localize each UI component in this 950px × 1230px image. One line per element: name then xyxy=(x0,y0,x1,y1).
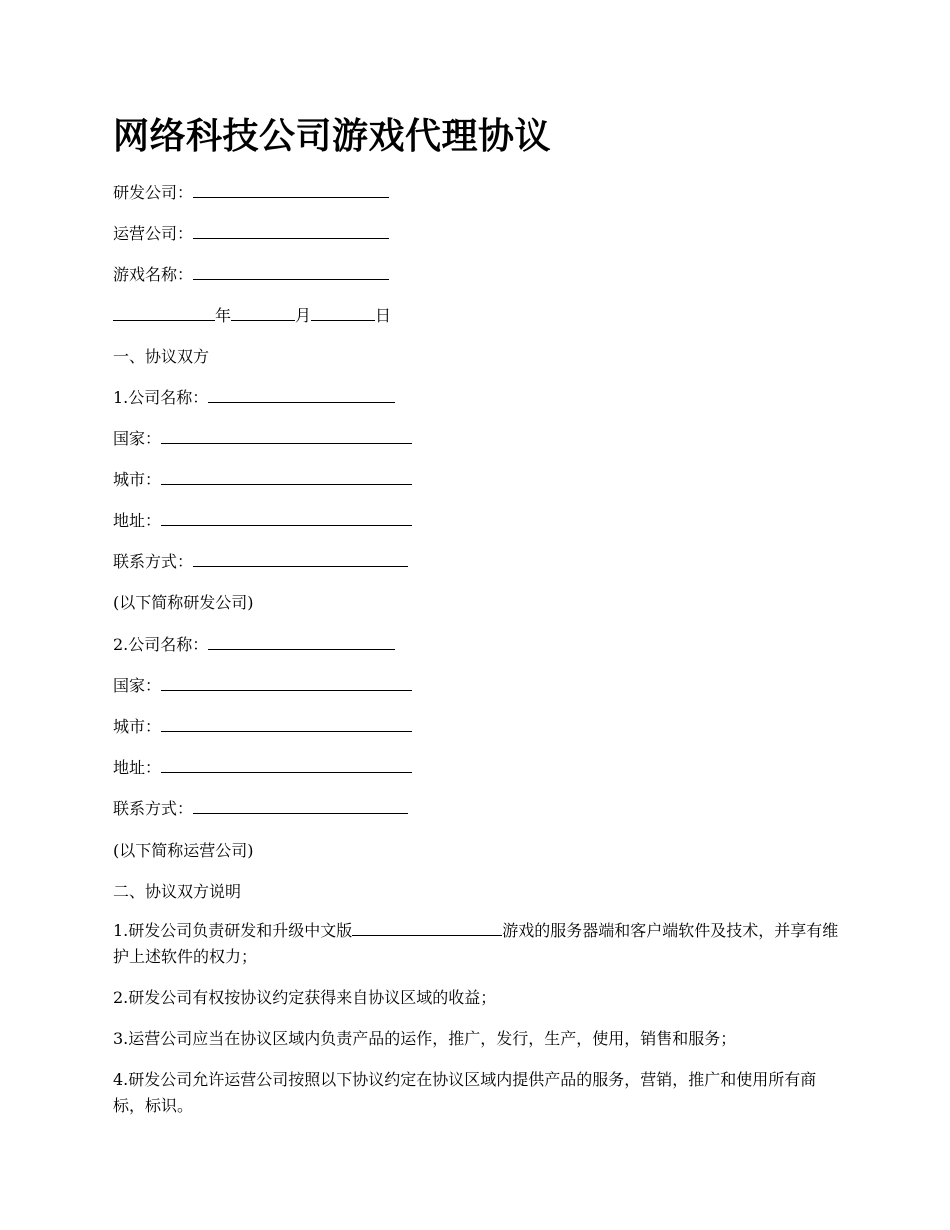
party2-address-blank[interactable] xyxy=(161,757,412,773)
party2-country-blank[interactable] xyxy=(161,675,412,691)
party2-company-field xyxy=(113,634,395,656)
year-label: 年 xyxy=(215,306,232,325)
party2-address-label: 地址： xyxy=(113,758,162,777)
party1-address-blank[interactable] xyxy=(161,510,412,526)
party1-contact-field xyxy=(113,551,408,573)
section2-item1 xyxy=(113,918,843,970)
game-version-blank[interactable] xyxy=(352,920,502,936)
day-label: 日 xyxy=(375,306,392,325)
party2-contact-label: 联系方式： xyxy=(113,799,194,818)
party2-city-blank[interactable] xyxy=(161,716,412,732)
party1-company-field xyxy=(113,387,395,409)
party2-city-field xyxy=(113,716,412,738)
party1-note: (以下简称研发公司) xyxy=(113,593,254,612)
party1-address-label: 地址： xyxy=(113,511,162,530)
party1-company-blank[interactable] xyxy=(208,387,395,403)
section2-item4: 4.研发公司允许运营公司按照以下协议约定在协议区域内提供产品的服务，营销，推广和使用所有商标，标识。 xyxy=(113,1070,817,1115)
party2-note: (以下简称运营公司) xyxy=(113,841,254,860)
item1-text-after: 游戏的服务器端和客户端软件及技术，并享有维护上述软件的权力； xyxy=(113,921,839,966)
party2-country-field xyxy=(113,675,412,697)
party2-contact-field xyxy=(113,798,408,820)
developer-label: 研发公司： xyxy=(113,183,194,202)
party1-address-field xyxy=(113,510,412,532)
operator-blank[interactable] xyxy=(193,223,389,239)
document-title: 网络科技公司游戏代理协议 xyxy=(113,115,552,157)
game-name-blank[interactable] xyxy=(193,264,389,280)
party1-city-blank[interactable] xyxy=(161,469,412,485)
party1-city-field xyxy=(113,469,412,491)
game-name-label: 游戏名称： xyxy=(113,265,194,284)
party1-contact-blank[interactable] xyxy=(193,551,408,567)
party2-contact-blank[interactable] xyxy=(193,798,408,814)
party2-company-blank[interactable] xyxy=(208,634,395,650)
operator-label: 运营公司： xyxy=(113,224,194,243)
game-name-field xyxy=(113,264,389,286)
section2-heading: 二、协议双方说明 xyxy=(113,882,242,901)
month-blank[interactable] xyxy=(231,305,295,321)
party2-country-label: 国家： xyxy=(113,676,162,695)
party1-city-label: 城市： xyxy=(113,470,162,489)
section2-item2: 2.研发公司有权按协议约定获得来自协议区域的收益； xyxy=(113,988,497,1007)
item1-text-before: 1.研发公司负责研发和升级中文版 xyxy=(113,921,353,940)
operator-field xyxy=(113,223,389,245)
date-line xyxy=(113,305,391,327)
party2-address-field xyxy=(113,757,412,779)
section1-heading: 一、协议双方 xyxy=(113,347,210,366)
party1-company-label: 1.公司名称： xyxy=(113,388,209,407)
party1-country-blank[interactable] xyxy=(161,428,412,444)
month-label: 月 xyxy=(295,306,312,325)
developer-blank[interactable] xyxy=(193,182,389,198)
developer-field xyxy=(113,182,389,204)
party1-country-field xyxy=(113,428,412,450)
year-blank[interactable] xyxy=(113,305,215,321)
party2-city-label: 城市： xyxy=(113,717,162,736)
party2-company-label: 2.公司名称： xyxy=(113,635,209,654)
day-blank[interactable] xyxy=(311,305,375,321)
party1-country-label: 国家： xyxy=(113,429,162,448)
section2-item3: 3.运营公司应当在协议区域内负责产品的运作，推广，发行，生产，使用，销售和服务； xyxy=(113,1029,737,1048)
party1-contact-label: 联系方式： xyxy=(113,552,194,571)
